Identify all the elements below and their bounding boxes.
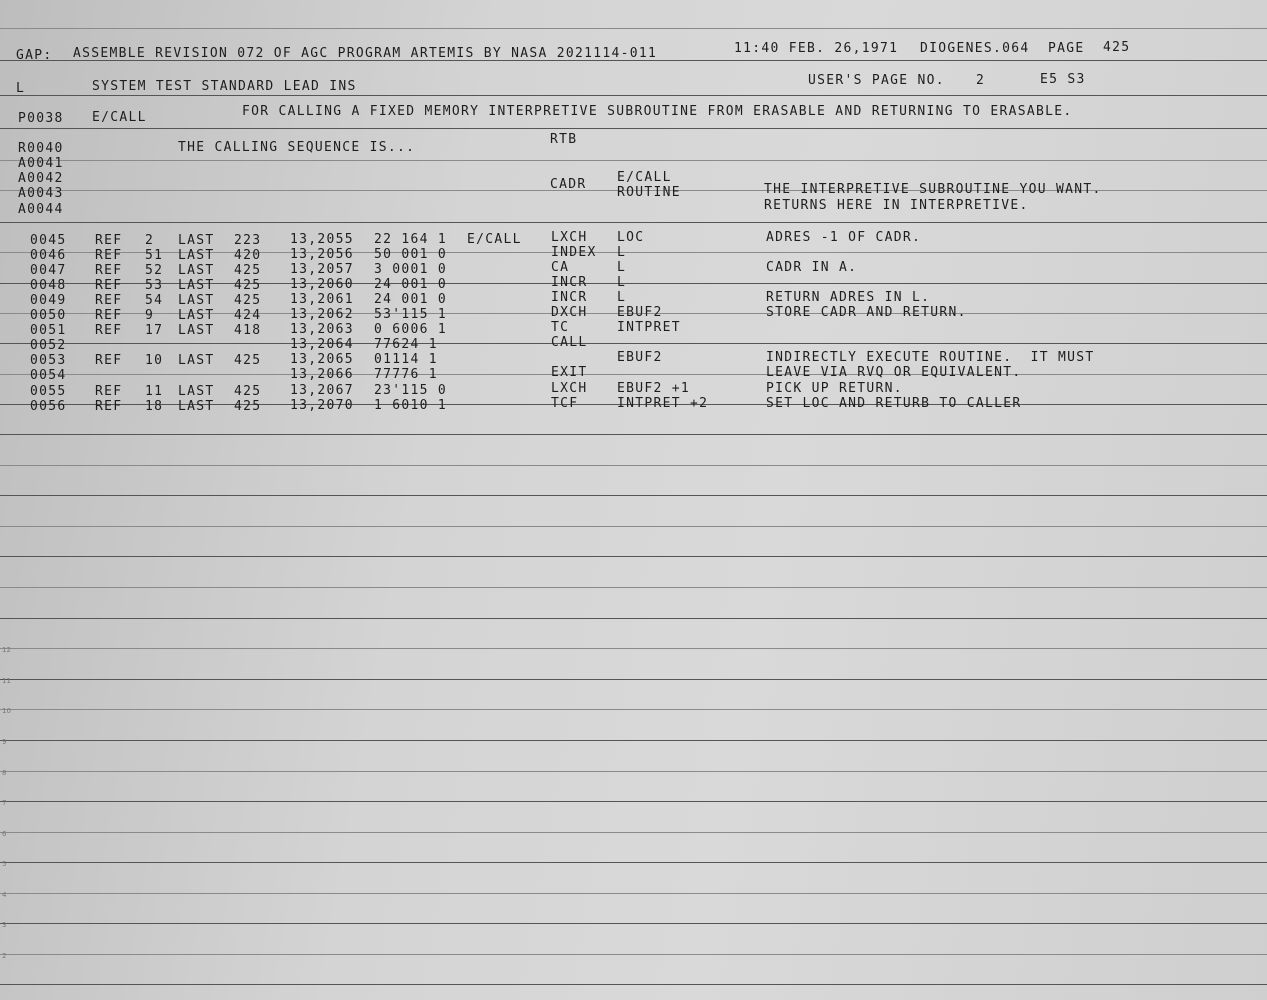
- operand: L: [617, 275, 627, 290]
- edge-number: 7: [2, 799, 7, 807]
- users-page-number: 2: [976, 73, 986, 88]
- octal-word: 23'115 0: [374, 383, 448, 398]
- line-number: 0048: [30, 278, 67, 293]
- octal-word: 24 001 0: [374, 292, 448, 307]
- octal-word: 3 0001 0: [374, 262, 448, 277]
- ruled-line: [0, 618, 1267, 619]
- last-page: 223: [234, 233, 262, 248]
- last-tag: LAST: [178, 308, 215, 323]
- ref-count: 11: [145, 384, 164, 399]
- comment-card-id: A0043: [18, 186, 64, 201]
- ruled-line: [0, 648, 1267, 649]
- opcode: TCF: [551, 396, 579, 411]
- opcode: DXCH: [551, 305, 588, 320]
- last-page: 420: [234, 248, 262, 263]
- remark: CADR IN A.: [766, 260, 858, 275]
- octal-word: 50 001 0: [374, 247, 448, 262]
- comment-card-id: A0041: [18, 156, 64, 171]
- last-page: 425: [234, 399, 262, 414]
- address: 13,2060: [290, 277, 354, 292]
- octal-word: 0 6006 1: [374, 322, 448, 337]
- remark: STORE CADR AND RETURN.: [766, 305, 967, 320]
- ruled-line: [0, 222, 1267, 223]
- remark: SET LOC AND RETURB TO CALLER: [766, 396, 1022, 411]
- routine-label: E/CALL: [92, 110, 147, 125]
- ruled-line: [0, 923, 1267, 924]
- listing-type: L: [16, 81, 26, 96]
- ruled-line: [0, 160, 1267, 161]
- last-page: 424: [234, 308, 262, 323]
- remark: PICK UP RETURN.: [766, 381, 903, 396]
- address: 13,2064: [290, 337, 354, 352]
- line-number: 0053: [30, 353, 67, 368]
- ruled-line: [0, 862, 1267, 863]
- last-page: 425: [234, 278, 262, 293]
- ref-count: 18: [145, 399, 164, 414]
- last-tag: LAST: [178, 263, 215, 278]
- octal-word: 24 001 0: [374, 277, 448, 292]
- host-id: DIOGENES.064: [920, 41, 1030, 56]
- ruled-line: [0, 771, 1267, 772]
- last-page: 425: [234, 353, 262, 368]
- section-title: SYSTEM TEST STANDARD LEAD INS: [92, 79, 357, 94]
- remark: RETURN ADRES IN L.: [766, 290, 931, 305]
- edge-number: 6: [2, 830, 7, 838]
- octal-word: 53'115 1: [374, 307, 448, 322]
- comment-remark: RETURNS HERE IN INTERPRETIVE.: [764, 198, 1029, 213]
- assemble-line: ASSEMBLE REVISION 072 OF AGC PROGRAM ARTEMIS BY NASA 2021114-011: [73, 46, 658, 61]
- line-number: 0056: [30, 399, 67, 414]
- ref-count: 54: [145, 293, 164, 308]
- edge-number: 11: [2, 677, 11, 685]
- last-page: 418: [234, 323, 262, 338]
- symbol-label: E/CALL: [467, 232, 522, 247]
- timestamp: 11:40 FEB. 26,1971: [734, 41, 899, 56]
- last-tag: LAST: [178, 278, 215, 293]
- ref-tag: REF: [95, 399, 123, 414]
- operand: EBUF2 +1: [617, 381, 691, 396]
- ref-tag: REF: [95, 248, 123, 263]
- section-code: E5 S3: [1040, 72, 1086, 87]
- ruled-line: [0, 434, 1267, 435]
- ref-count: 9: [145, 308, 155, 323]
- operand: INTPRET: [617, 320, 681, 335]
- ruled-line: [0, 679, 1267, 680]
- edge-number: 10: [2, 707, 11, 715]
- comment-card-id: A0042: [18, 171, 64, 186]
- remark: INDIRECTLY EXECUTE ROUTINE. IT MUST: [766, 350, 1095, 365]
- remark: LEAVE VIA RVQ OR EQUIVALENT.: [766, 365, 1022, 380]
- comment-text: THE CALLING SEQUENCE IS...: [178, 140, 416, 155]
- address: 13,2055: [290, 232, 354, 247]
- comment-operand: E/CALL: [617, 170, 672, 185]
- ruled-line: [0, 526, 1267, 527]
- comment-op: RTB: [550, 132, 578, 147]
- line-number: 0045: [30, 233, 67, 248]
- ruled-line: [0, 832, 1267, 833]
- ref-count: 17: [145, 323, 164, 338]
- last-tag: LAST: [178, 248, 215, 263]
- ref-count: 51: [145, 248, 164, 263]
- line-number: 0055: [30, 384, 67, 399]
- operand: EBUF2: [617, 305, 663, 320]
- line-number: 0047: [30, 263, 67, 278]
- last-tag: LAST: [178, 399, 215, 414]
- ruled-line: [0, 95, 1267, 96]
- gap-label: GAP:: [16, 48, 53, 63]
- comment-op: CADR: [550, 177, 587, 192]
- edge-number: 2: [2, 952, 7, 960]
- edge-number: 8: [2, 769, 7, 777]
- octal-word: 22 164 1: [374, 232, 448, 247]
- page-number: 425: [1103, 40, 1131, 55]
- page-label: PAGE: [1048, 41, 1085, 56]
- ref-tag: REF: [95, 353, 123, 368]
- ruled-line: [0, 343, 1267, 344]
- address: 13,2061: [290, 292, 354, 307]
- ref-tag: REF: [95, 323, 123, 338]
- line-number: 0051: [30, 323, 67, 338]
- ref-tag: REF: [95, 308, 123, 323]
- edge-number: 5: [2, 860, 7, 868]
- ref-count: 52: [145, 263, 164, 278]
- remark: ADRES -1 OF CADR.: [766, 230, 922, 245]
- line-number: 0052: [30, 338, 67, 353]
- operand: LOC: [617, 230, 645, 245]
- comment-card-id: A0044: [18, 202, 64, 217]
- ref-count: 10: [145, 353, 164, 368]
- ruled-line: [0, 709, 1267, 710]
- comment-operand: ROUTINE: [617, 185, 681, 200]
- last-page: 425: [234, 384, 262, 399]
- ruled-line: [0, 587, 1267, 588]
- comment-remark: THE INTERPRETIVE SUBROUTINE YOU WANT.: [764, 182, 1102, 197]
- ref-tag: REF: [95, 278, 123, 293]
- last-tag: LAST: [178, 293, 215, 308]
- address: 13,2067: [290, 383, 354, 398]
- ruled-line: [0, 893, 1267, 894]
- ruled-line: [0, 740, 1267, 741]
- last-tag: LAST: [178, 323, 215, 338]
- last-tag: LAST: [178, 233, 215, 248]
- octal-word: 77776 1: [374, 367, 438, 382]
- ref-tag: REF: [95, 263, 123, 278]
- last-page: 425: [234, 263, 262, 278]
- edge-number: 3: [2, 921, 7, 929]
- operand: L: [617, 290, 627, 305]
- octal-word: 1 6010 1: [374, 398, 448, 413]
- octal-word: 77624 1: [374, 337, 438, 352]
- line-number: 0049: [30, 293, 67, 308]
- edge-number: 9: [2, 738, 7, 746]
- opcode: LXCH: [551, 230, 588, 245]
- ruled-line: [0, 984, 1267, 985]
- ruled-line: [0, 954, 1267, 955]
- opcode: TC: [551, 320, 570, 335]
- ref-count: 2: [145, 233, 155, 248]
- ruled-line: [0, 495, 1267, 496]
- address: 13,2056: [290, 247, 354, 262]
- ruled-line: [0, 465, 1267, 466]
- edge-number: 12: [2, 646, 11, 654]
- octal-word: 01114 1: [374, 352, 438, 367]
- address: 13,2070: [290, 398, 354, 413]
- line-number: 0046: [30, 248, 67, 263]
- ruled-line: [0, 128, 1267, 129]
- ruled-line: [0, 556, 1267, 557]
- opcode: INDEX: [551, 245, 597, 260]
- line-number: 0050: [30, 308, 67, 323]
- ref-count: 53: [145, 278, 164, 293]
- operand: INTPRET +2: [617, 396, 709, 411]
- edge-number: 4: [2, 891, 7, 899]
- opcode: EXIT: [551, 365, 588, 380]
- opcode: INCR: [551, 275, 588, 290]
- operand: L: [617, 260, 627, 275]
- operand: EBUF2: [617, 350, 663, 365]
- opcode: CA: [551, 260, 570, 275]
- routine-description: FOR CALLING A FIXED MEMORY INTERPRETIVE SUBROUTINE FROM ERASABLE AND RETURNING TO ERASABLE.: [242, 104, 1073, 119]
- opcode: INCR: [551, 290, 588, 305]
- card-id: P0038: [18, 111, 64, 126]
- address: 13,2062: [290, 307, 354, 322]
- last-page: 425: [234, 293, 262, 308]
- users-page-label: USER'S PAGE NO.: [808, 73, 945, 88]
- operand: L: [617, 245, 627, 260]
- last-tag: LAST: [178, 353, 215, 368]
- address: 13,2057: [290, 262, 354, 277]
- comment-card-id: R0040: [18, 141, 64, 156]
- opcode: LXCH: [551, 381, 588, 396]
- opcode: CALL: [551, 335, 588, 350]
- ruled-line: [0, 801, 1267, 802]
- address: 13,2063: [290, 322, 354, 337]
- ref-tag: REF: [95, 384, 123, 399]
- line-number: 0054: [30, 368, 67, 383]
- ref-tag: REF: [95, 293, 123, 308]
- address: 13,2066: [290, 367, 354, 382]
- ruled-line: [0, 374, 1267, 375]
- ref-tag: REF: [95, 233, 123, 248]
- address: 13,2065: [290, 352, 354, 367]
- ruled-line: [0, 28, 1267, 29]
- last-tag: LAST: [178, 384, 215, 399]
